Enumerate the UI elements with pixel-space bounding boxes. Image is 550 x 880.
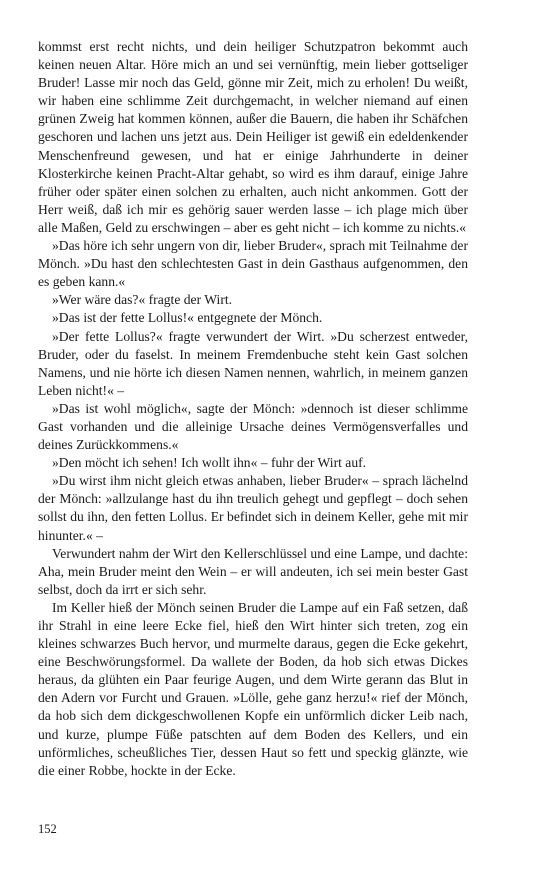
book-page-text bbox=[38, 38, 468, 780]
paragraph-dialogue: »Wer wäre das?« fragte der Wirt. bbox=[52, 292, 233, 308]
paragraph-narration: Im Keller hieß der Mönch seinen Bruder die Lampe auf ein Faß setzen, daß ihr Strahl in eine leere Ecke fiel, hieß den Wirt hinter sich treten, zog ein kleines schwarzes Buch hervor, und murmelte daraus, gegen die Ecke gekehrt, eine Beschwörungsformel. Da wallete der Boden, da hob sich etwas Dickes heraus, da glühten ein Paar feurige Augen, und dem Wirte gerann das Blut in den Adern vor Furcht und Grauen. »Lölle, gehe ganz herzu!« rief der Mönch, da hob sich dem dickgeschwollenen Kopfe ein unförmlich dicker Leib nach, und kurze, plumpe Füße patschten auf dem Boden des Kellers, und ein unförmliches, scheußliches Tier, dessen Haut so fett und speckig glänzte, wie die einer Robbe, hockte in der Ecke. bbox=[38, 599, 468, 778]
paragraph-dialogue: »Du wirst ihm nicht gleich etwas anhaben, lieber Bruder« – sprach lächelnd der Mönch: »allzulange hast du ihn treulich gehegt und gepflegt – doch sehen sollst du ihn, den fetten Lollus. Er befindet sich in deinem Keller, gehe mit mir hinunter.« – bbox=[38, 473, 468, 543]
paragraph-dialogue: »Das höre ich sehr ungern von dir, lieber Bruder«, sprach mit Teilnahme der Mönch. »Du hast den schlechtesten Gast in dein Gasthaus aufgenommen, den es geben kann.« bbox=[38, 238, 468, 290]
page-number: 152 bbox=[38, 822, 57, 836]
paragraph-dialogue: »Den möcht ich sehen! Ich wollt ihn« – fuhr der Wirt auf. bbox=[52, 455, 367, 471]
paragraph-dialogue: »Das ist wohl möglich«, sagte der Mönch: »dennoch ist dieser schlimme Gast vorhanden und die alleinige Ursache deines Vermögensverfalles und deines Zurückkommens.« bbox=[38, 400, 468, 453]
paragraph-dialogue: »Der fette Lollus?« fragte verwundert der Wirt. »Du scherzest entweder, Bruder, oder du faselst. In meinem Fremdenbuche steht kein Gast solchen Namens, und nie hörte ich diesen Namen nennen, wahrlich, in meinem ganzen Leben nicht!« – bbox=[38, 328, 468, 398]
paragraph-dialogue: »Das ist der fette Lollus!« entgegnete der Mönch. bbox=[52, 310, 323, 326]
paragraph-narration: Verwundert nahm der Wirt den Kellerschlüssel und eine Lampe, und dachte: Aha, mein Bruder meint den Wein – er will andeuten, ich sei mein bester Gast selbst, doch da irrt er sich sehr. bbox=[38, 545, 468, 597]
paragraph-continuation: kommst erst recht nichts, und dein heiliger Schutzpatron bekommt auch keinen neuen Altar. Höre mich an und sei vernünftig, mein lieber gottseliger Bruder! Lasse mir noch das Geld, gönne mir Zeit, mich zu erholen! Du weißt, wir haben eine schlimme Zeit durchgemacht, in welcher niemand auf einen grünen Zweig hat kommen können, außer die Bauern, die haben ihr Schäfchen geschoren und lachen uns jetzt aus. Dein Heiliger ist gewiß ein edeldenkender Menschenfreund gewesen, und hat er einige Jahrhunderte in deiner Klosterkirche keinen Pracht-Altar gehabt, so wird es ihm darauf, einige Jahre früher oder später einen solchen zu erhalten, auch nicht ankommen. Gott der Herr weiß, daß ich mir es gehörig sauer werden lasse – ich plage mich über alle Maßen, Geld zu erschwingen – aber es geht nicht – ich komme zu nichts.« bbox=[38, 39, 468, 235]
